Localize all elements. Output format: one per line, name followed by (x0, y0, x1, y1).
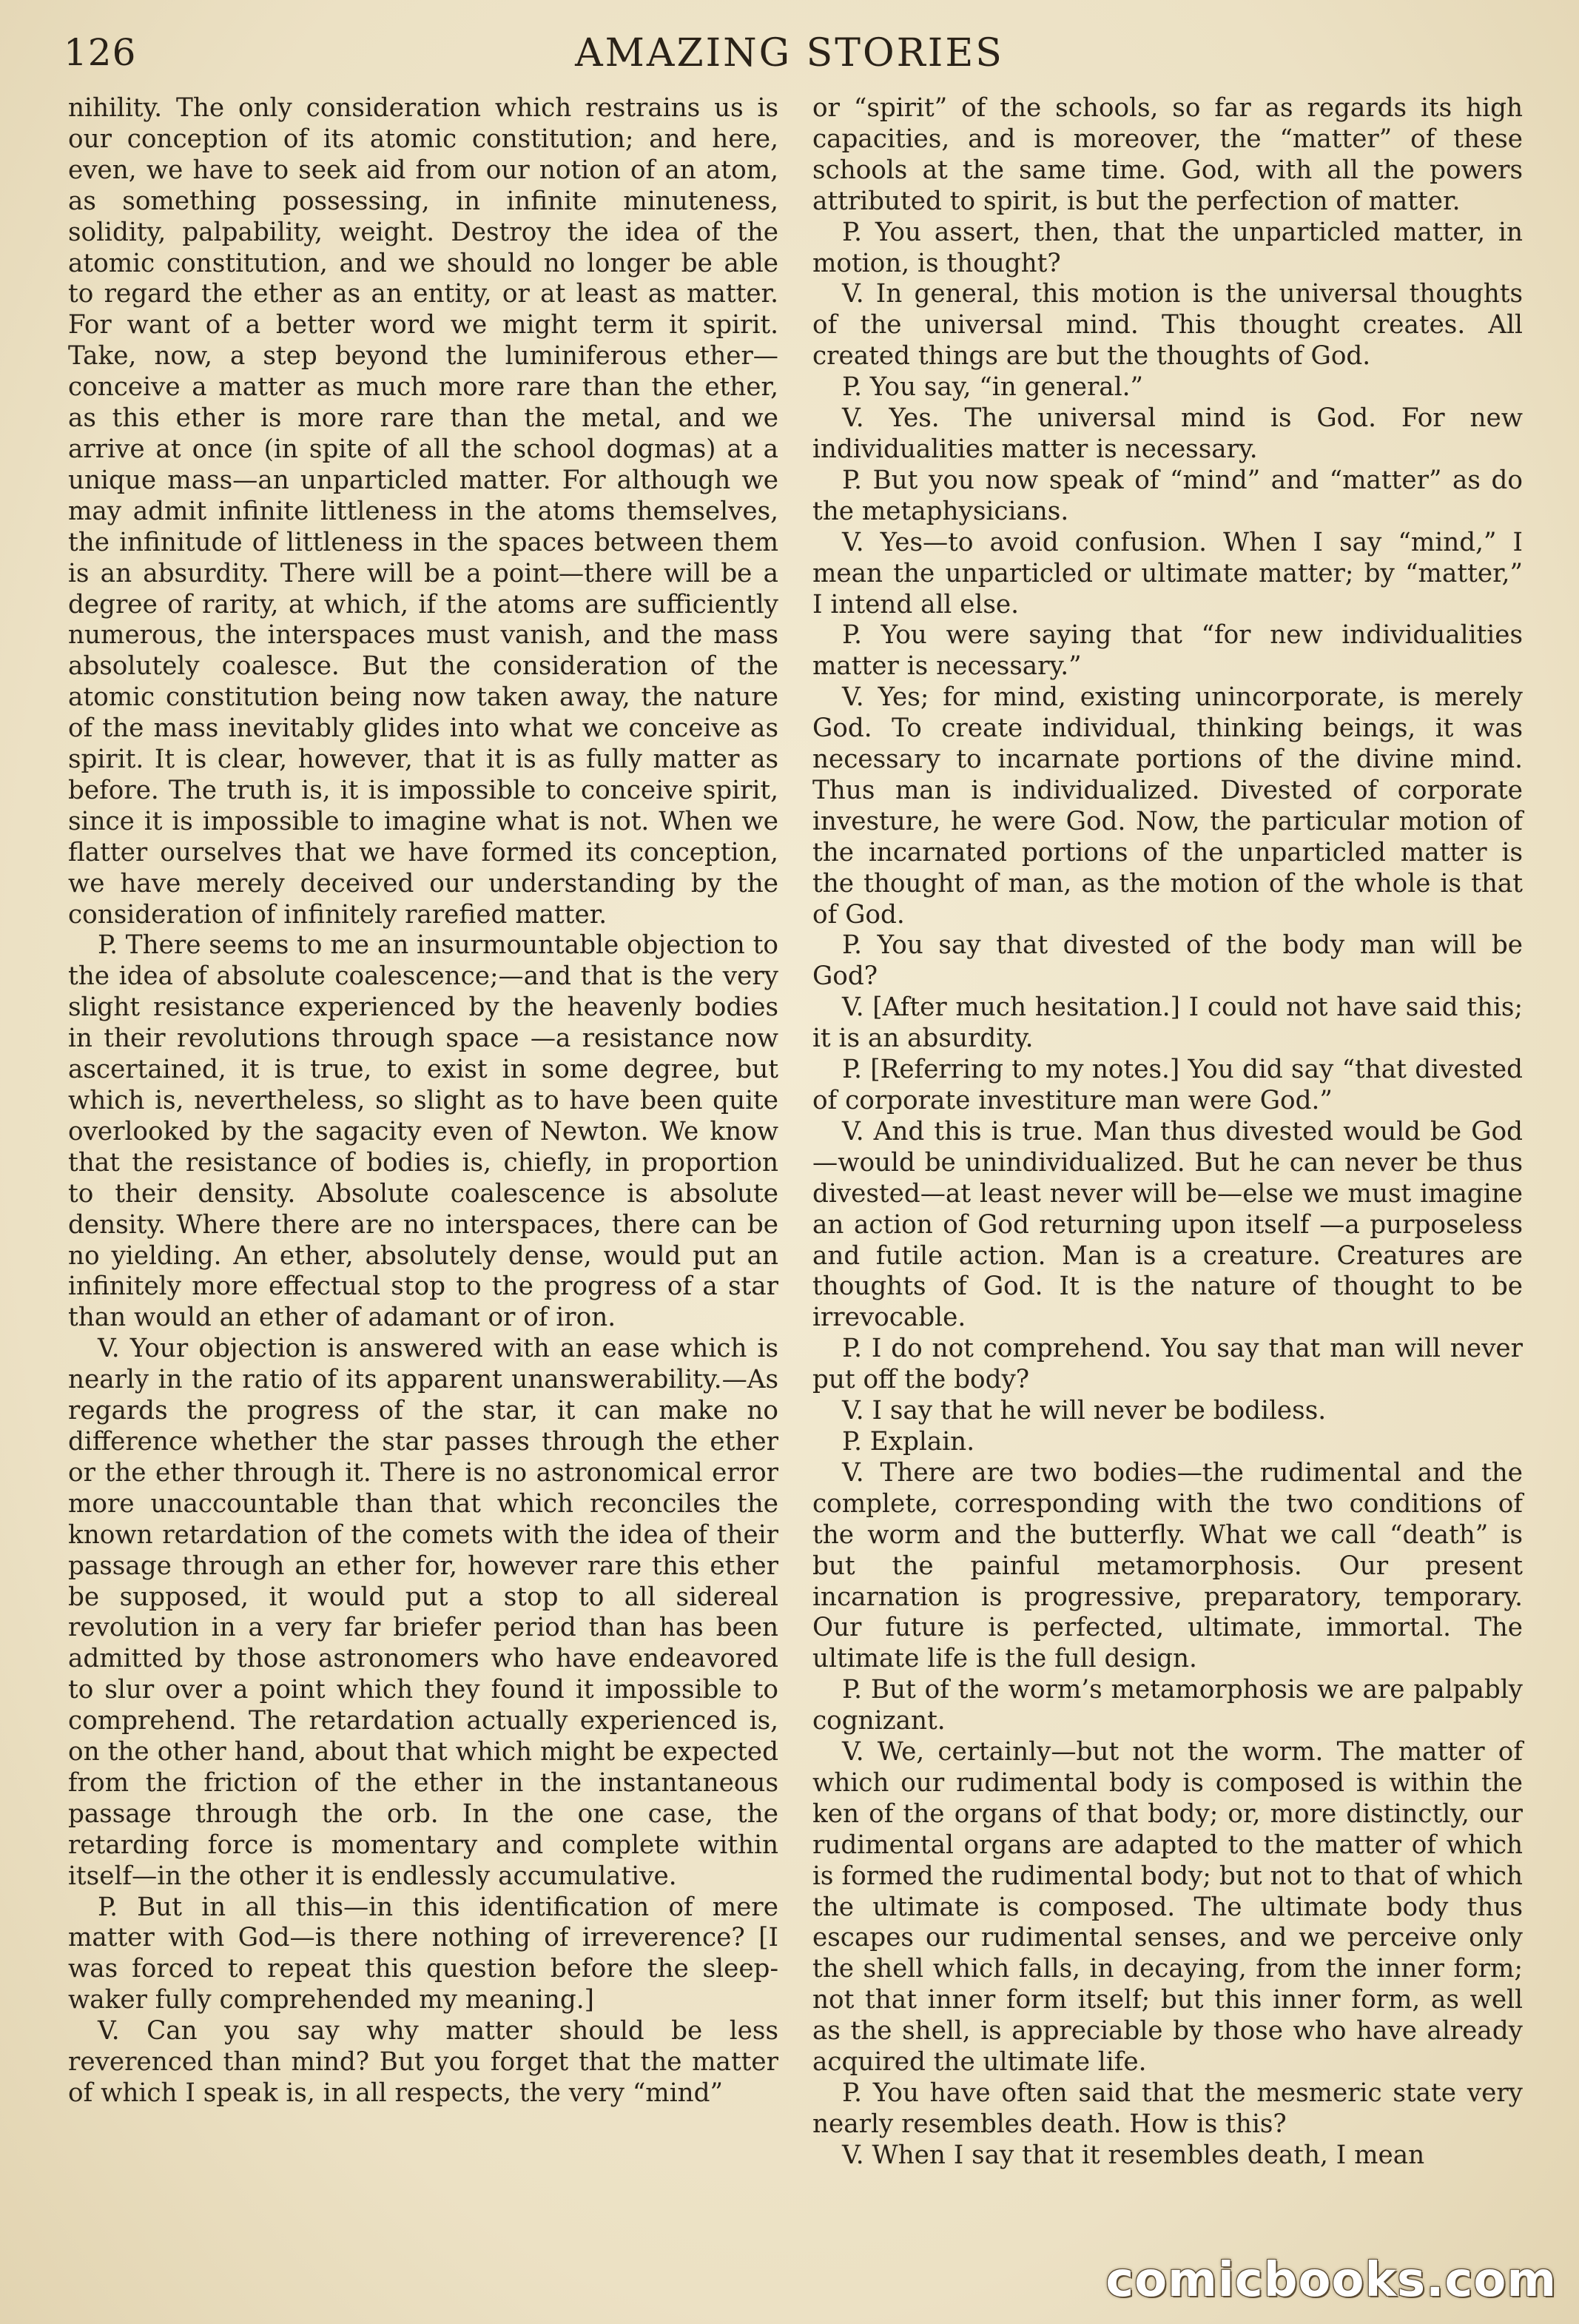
paragraph: V. Yes—to avoid confusion. When I say “mind,” I mean the unparticled or ultimate matter; by “matter,” I intend all else. (812, 527, 1523, 619)
paragraph: P. You say that divested of the body man will be God? (812, 930, 1523, 992)
paragraph: P. But in all this—in this identification of mere matter with God—is there nothing of irreverence? [I was forced to repeat this question before the sleep-waker fully comprehended my meaning.] (68, 1892, 778, 2015)
paragraph: P. But of the worm’s metamorphosis we are palpably cognizant. (812, 1675, 1523, 1736)
journal-title: AMAZING STORIES (575, 31, 1004, 75)
paragraph: P. I do not comprehend. You say that man will never put off the body? (812, 1334, 1523, 1395)
site-watermark: comicbooks.com (1105, 2253, 1557, 2308)
paragraph: V. There are two bodies—the rudimental and the complete, corresponding with the two conditions of the worm and the butterfly. What we call “death” is but the painful metamorphosis. Our present incarnation is progressive, preparatory, temporary. Our future is perfected, ultimate, immortal. The ultimate life is the full design. (812, 1457, 1523, 1674)
paragraph: P. But you now speak of “mind” and “matter” as do the metaphysicians. (812, 465, 1523, 526)
paragraph: V. Your objection is answered with an ease which is nearly in the ratio of its apparent unanswerability.—As regards the progress of the star, it can make no difference whether the star passes through the ether or the ether through it. There is no astronomical error more unaccountable than that which reconciles the known retardation of the comets with the idea of their passage through an ether for, however rare this ether be supposed, it would put a stop to all sidereal revolution in a very far briefer period than has been admitted by those astronomers who have endeavored to slur over a point which they found it impossible to comprehend. The retardation actually experienced is, on the other hand, about that which might be expected from the friction of the ether in the instantaneous passage through the orb. In the one case, the retarding force is momentary and complete within itself—in the other it is endlessly accumulative. (68, 1334, 778, 1891)
paragraph: P. Explain. (842, 1426, 975, 1457)
paragraph: V. When I say that it resembles death, I mean (842, 2140, 1425, 2170)
paragraph: P. [Referring to my notes.] You did say “that divested of corporate investiture man were God.” (812, 1055, 1523, 1115)
paragraph: V. Yes. The universal mind is God. For new individualities matter is necessary. (812, 403, 1523, 464)
paragraph: V. [After much hesitation.] I could not have said this; it is an absurdity. (812, 993, 1523, 1054)
paragraph: V. We, certainly—but not the worm. The matter of which our rudimental body is composed is within the ken of the organs of that body; or, more distinctly, our rudimental organs are adapted to the matter of which is formed the rudimental body; but not to that of which the ultimate is composed. The ultimate body thus escapes our rudimental senses, and we perceive only the shell which falls, in decaying, from the inner form; not that inner form itself; but this inner form, as well as the shell, is appreciable by those who have already acquired the ultimate life. (812, 1737, 1523, 2078)
paragraph: P. You were saying that “for new individualities matter is necessary.” (812, 620, 1523, 682)
paragraph: P. You say, “in general.” (842, 372, 1143, 403)
paragraph: or “spirit” of the schools, so far as regards its high capacities, and is moreover, the “matter” of these schools at the same time. God, with all the powers attributed to spirit, is but the perfection of matter. (812, 93, 1523, 216)
paragraph: P. You assert, then, that the unparticled matter, in motion, is thought? (812, 217, 1523, 278)
paragraph: V. And this is true. Man thus divested would be God—would be unindividualized. But he can never be thus divested—at least never will be—else we must imagine an action of God returning upon itself —a purposeless and futile action. Man is a creature. Creatures are thoughts of God. It is the nature of thought to be irrevocable. (812, 1116, 1523, 1333)
right-text-column (812, 93, 1523, 2172)
paragraph: P. You have often said that the mesmeric state very nearly resembles death. How is this? (812, 2078, 1523, 2139)
page-header (64, 28, 1515, 80)
paragraph: V. Can you say why matter should be less reverenced than mind? But you forget that the matter of which I speak is, in all respects, the very “mind” (68, 2016, 778, 2108)
paragraph: V. Yes; for mind, existing unincorporate, is merely God. To create individual, thinking beings, it was necessary to incarnate portions of the divine mind. Thus man is individualized. Divested of corporate investure, he were God. Now, the particular motion of the incarnated portions of the unparticled matter is the thought of man, as the motion of the whole is that of God. (812, 682, 1523, 930)
paragraph: V. In general, this motion is the universal thoughts of the universal mind. This thought creates. All created things are but the thoughts of God. (812, 279, 1523, 372)
paragraph: nihility. The only consideration which restrains us is our conception of its atomic constitution; and here, even, we have to seek aid from our notion of an atom, as something possessing, in infinite minuteness, solidity, palpability, weight. Destroy the idea of the atomic constitution, and we should no longer be able to regard the ether as an entity, or at least as matter. For want of a better word we might term it spirit. Take, now, a step beyond the luminiferous ether—conceive a matter as much more rare than the ether, as this ether is more rare than the metal, and we arrive at once (in spite of all the school dogmas) at a unique mass—an unparticled matter. For although we may admit infinite littleness in the atoms themselves, the infinitude of littleness in the spaces between them is an absurdity. There will be a point—there will be a degree of rarity, at which, if the atoms are sufficiently numerous, the interspaces must vanish, and the mass absolutely coalesce. But the consideration of the atomic constitution being now taken away, the nature of the mass inevitably glides into what we conceive as spirit. It is clear, however, that it is as fully matter as before. The truth is, it is impossible to conceive spirit, since it is impossible to imagine what is not. When we flatter ourselves that we have formed its conception, we have merely deceived our understanding by the consideration of infinitely rarefied matter. (68, 93, 778, 930)
left-text-column (68, 93, 778, 2109)
paragraph: V. I say that he will never be bodiless. (842, 1396, 1327, 1426)
paragraph: P. There seems to me an insurmountable objection to the idea of absolute coalescence;—and that is the very slight resistance experienced by the heavenly bodies in their revolutions through space —a resistance now ascertained, it is true, to exist in some degree, but which is, nevertheless, so slight as to have been quite overlooked by the sagacity even of Newton. We know that the resistance of bodies is, chiefly, in proportion to their density. Absolute coalescence is absolute density. Where there are no interspaces, there can be no yielding. An ether, absolutely dense, would put an infinitely more effectual stop to the progress of a star than would an ether of adamant or of iron. (68, 930, 778, 1333)
page-number: 126 (64, 31, 137, 74)
